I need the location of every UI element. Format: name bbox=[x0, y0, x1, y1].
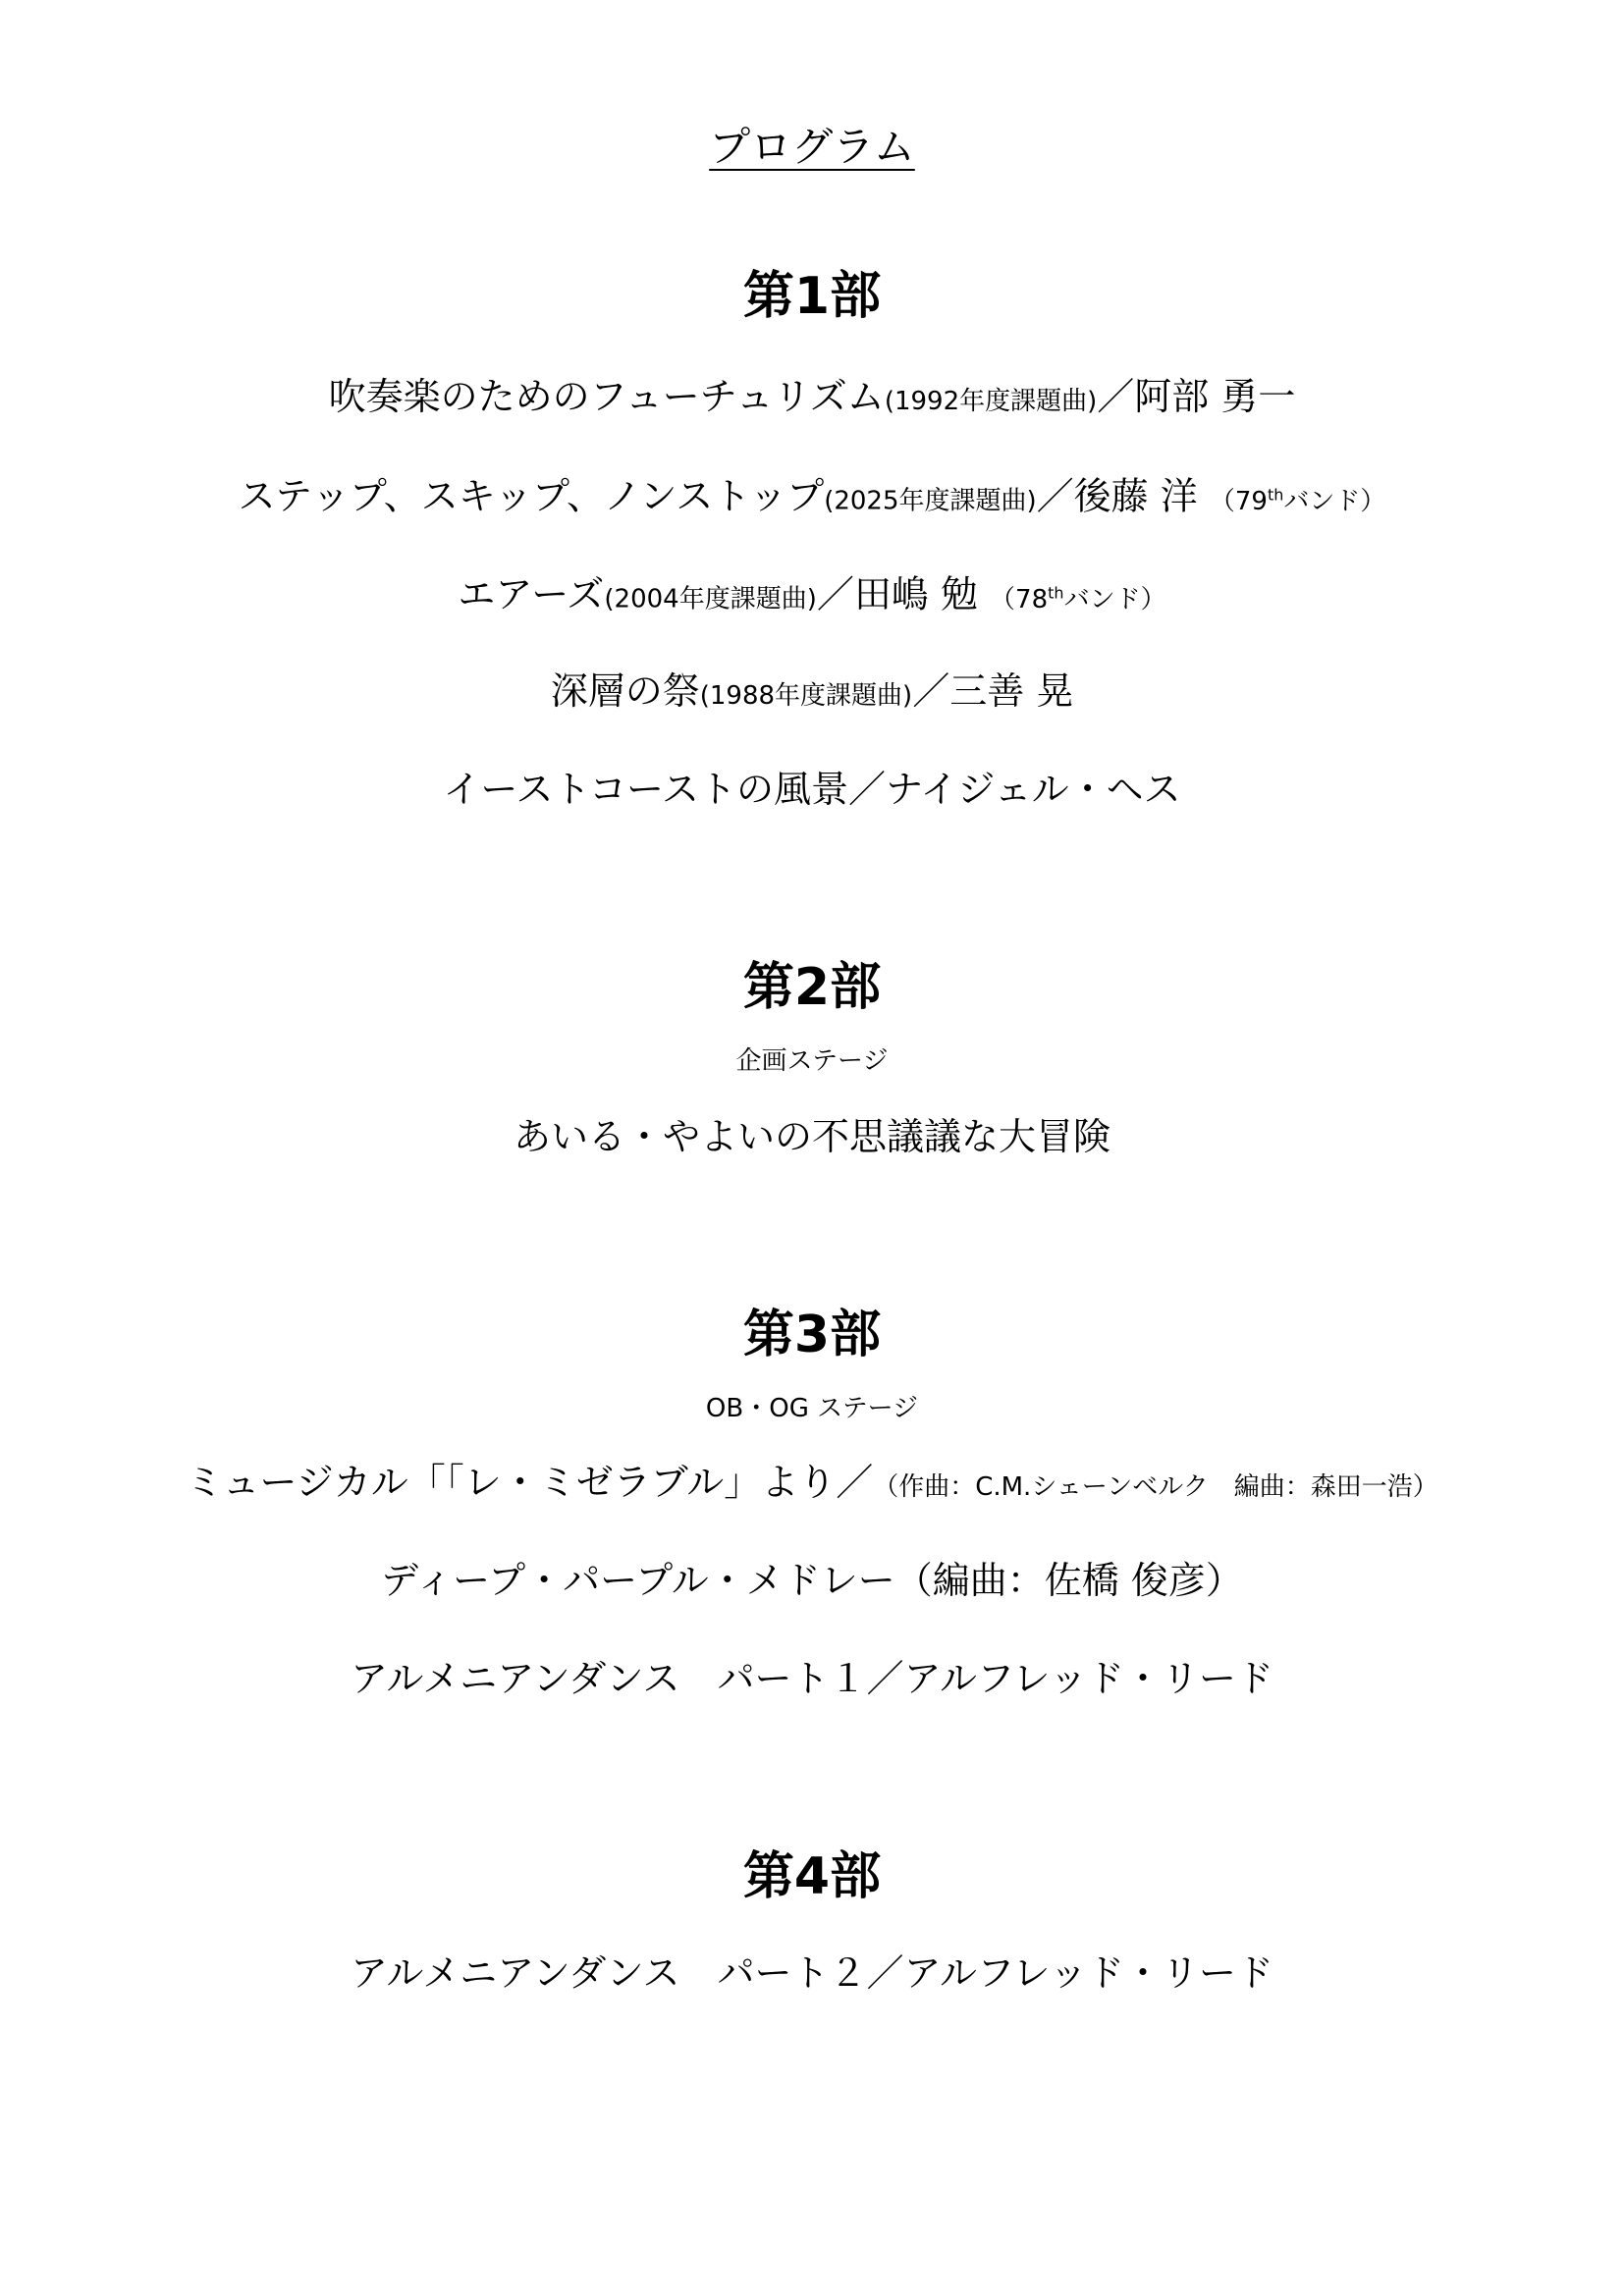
piece-title: イーストコーストの風景／ナイジェル・ヘス bbox=[443, 768, 1181, 811]
program-item bbox=[0, 764, 1624, 815]
section-heading-part3: 第3部 bbox=[742, 1306, 882, 1364]
section-subtitle: 企画ステージ bbox=[735, 1046, 889, 1076]
piece-note: (2004年度課題曲) bbox=[604, 584, 817, 614]
program-item bbox=[0, 1653, 1624, 1704]
program-item bbox=[0, 1555, 1624, 1606]
piece-note: (2025年度課題曲) bbox=[824, 486, 1037, 516]
section-heading-part2: 第2部 bbox=[742, 958, 882, 1017]
page-title: プログラム bbox=[709, 123, 915, 171]
composer-name: ／三善 晃 bbox=[912, 669, 1074, 713]
composer-name: ／阿部 勇一 bbox=[1097, 375, 1296, 418]
band-note: （78thバンド） bbox=[990, 583, 1166, 614]
program-item bbox=[0, 1111, 1624, 1162]
piece-note: (1988年度課題曲) bbox=[699, 681, 913, 711]
piece-title: アルメニアンダンス パート１／アルフレッド・リード bbox=[350, 1657, 1274, 1700]
piece-title: あいる・やよいの不思議議な大冒険 bbox=[513, 1115, 1110, 1158]
composer-name: ／田嶋 勉 bbox=[816, 572, 978, 616]
piece-note: (1992年度課題曲) bbox=[884, 387, 1098, 416]
piece-title: アルメニアンダンス パート２／アルフレッド・リード bbox=[350, 1951, 1274, 1995]
section-heading-part4: 第4部 bbox=[742, 1847, 882, 1906]
program-item bbox=[0, 371, 1624, 427]
band-note: （79thバンド） bbox=[1209, 485, 1386, 516]
program-item bbox=[0, 567, 1624, 625]
piece-title: ミュージカル「「レ・ミゼラブル」より／ bbox=[186, 1461, 874, 1504]
piece-title: ステップ、スキップ、ノンストップ bbox=[238, 474, 825, 518]
program-item bbox=[0, 666, 1624, 721]
piece-title: ディープ・パープル・メドレー（編曲：佐橋 俊彦） bbox=[381, 1559, 1243, 1602]
section-subtitle: OB・OG ステージ bbox=[705, 1394, 919, 1423]
piece-note: （作曲：C.M.シェーンベルク 編曲：森田一浩） bbox=[873, 1472, 1438, 1502]
program-item bbox=[0, 1948, 1624, 1999]
section-heading-part1: 第1部 bbox=[742, 267, 882, 326]
composer-name: ／後藤 洋 bbox=[1036, 474, 1198, 518]
piece-title: エアーズ bbox=[458, 572, 605, 616]
piece-title: 深層の祭 bbox=[550, 669, 700, 713]
program-item bbox=[0, 469, 1624, 527]
program-item bbox=[0, 1457, 1624, 1513]
piece-title: 吹奏楽のためのフューチュリズム bbox=[328, 375, 885, 418]
